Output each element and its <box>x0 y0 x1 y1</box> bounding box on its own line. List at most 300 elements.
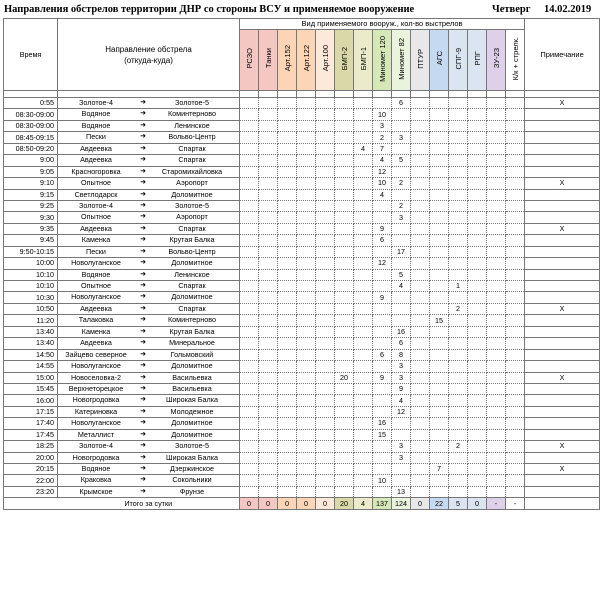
cell-shots <box>506 235 525 246</box>
cell-shots <box>278 303 297 314</box>
cell-direction <box>58 235 240 246</box>
cell-shots <box>259 223 278 234</box>
cell-shots <box>335 486 354 497</box>
cell-from: Новолуганское <box>71 418 121 428</box>
cell-shots <box>449 166 468 177</box>
col-direction <box>58 19 240 91</box>
cell-shots <box>316 418 335 429</box>
cell-shots <box>316 200 335 211</box>
col-weapon-label: Танки <box>263 48 273 69</box>
totals-value: 0 <box>240 498 259 510</box>
cell-shots <box>259 166 278 177</box>
cell-from: Водяное <box>81 464 111 473</box>
cell-shots <box>449 326 468 337</box>
cell-from: Новолуганское <box>71 292 121 302</box>
cell-shots <box>354 315 373 326</box>
cell-shots <box>259 200 278 211</box>
cell-shots: 4 <box>373 155 392 166</box>
cell-to: Гольмовский <box>170 349 214 359</box>
cell-shots <box>487 200 506 211</box>
cell-shots <box>297 315 316 326</box>
arrow-right-icon: ➜ <box>140 190 146 198</box>
cell-direction <box>58 212 240 223</box>
cell-direction <box>58 258 240 269</box>
cell-shots <box>449 361 468 372</box>
cell-shots <box>278 326 297 337</box>
cell-shots: 2 <box>392 178 411 189</box>
cell-shots <box>392 475 411 486</box>
arrow-right-icon: ➜ <box>140 213 146 221</box>
table-row <box>4 132 600 143</box>
report-header <box>4 2 598 17</box>
cell-shots <box>430 246 449 257</box>
cell-shots <box>506 326 525 337</box>
cell-shots <box>297 200 316 211</box>
cell-shots: 6 <box>373 349 392 360</box>
cell-shots <box>335 258 354 269</box>
cell-shots <box>411 361 430 372</box>
cell-shots <box>335 452 354 463</box>
cell-note <box>525 349 600 360</box>
cell-shots: 4 <box>392 281 411 292</box>
cell-shots <box>297 303 316 314</box>
cell-from: Водяное <box>81 109 111 119</box>
cell-shots <box>506 349 525 360</box>
cell-shots: 2 <box>392 200 411 211</box>
cell-shots <box>335 406 354 417</box>
cell-time: 20:00 <box>4 452 58 463</box>
cell-shots <box>487 395 506 406</box>
cell-shots <box>259 315 278 326</box>
cell-note <box>525 452 600 463</box>
cell-shots <box>354 441 373 452</box>
cell-shots <box>278 235 297 246</box>
cell-shots <box>392 166 411 177</box>
arrow-right-icon: ➜ <box>140 476 146 484</box>
cell-shots <box>278 189 297 200</box>
cell-shots: 13 <box>392 486 411 497</box>
cell-shots <box>430 212 449 223</box>
cell-shots <box>430 258 449 269</box>
cell-shots <box>259 361 278 372</box>
cell-shots <box>468 269 487 280</box>
cell-shots <box>354 132 373 143</box>
cell-shots: 16 <box>392 326 411 337</box>
table-row <box>4 429 600 440</box>
cell-shots <box>316 223 335 234</box>
cell-shots <box>487 223 506 234</box>
cell-to: Ленинское <box>174 269 210 279</box>
table-row <box>4 361 600 372</box>
cell-shots: 3 <box>392 452 411 463</box>
cell-shots <box>316 315 335 326</box>
cell-from: Авдеевка <box>80 338 112 348</box>
cell-shots <box>240 418 259 429</box>
cell-shots <box>316 326 335 337</box>
cell-time: 9:05 <box>4 166 58 177</box>
col-weapon <box>430 30 449 91</box>
cell-shots <box>487 406 506 417</box>
cell-shots <box>240 315 259 326</box>
cell-shots <box>373 326 392 337</box>
cell-shots <box>373 441 392 452</box>
cell-shots <box>259 475 278 486</box>
spacer-cell <box>58 91 240 98</box>
cell-shots <box>373 212 392 223</box>
col-weapon-label: К/к + стрелк. <box>510 36 520 81</box>
cell-shots <box>278 338 297 349</box>
arrow-right-icon: ➜ <box>140 419 146 427</box>
arrow-right-icon: ➜ <box>140 156 146 164</box>
cell-shots <box>297 235 316 246</box>
cell-shots <box>430 349 449 360</box>
cell-shots <box>259 338 278 349</box>
cell-direction <box>58 475 240 486</box>
cell-to: Доломитное <box>171 361 213 371</box>
spacer-cell <box>525 91 600 98</box>
cell-direction <box>58 441 240 452</box>
cell-shots <box>354 349 373 360</box>
spacer-cell <box>506 91 525 98</box>
cell-time: 0:55 <box>4 98 58 109</box>
cell-shots <box>506 486 525 497</box>
cell-shots <box>354 98 373 109</box>
spacer-cell <box>297 91 316 98</box>
cell-from: Каменка <box>81 235 111 245</box>
col-weapon-label: Арт.100 <box>320 45 330 72</box>
cell-shots <box>354 464 373 475</box>
cell-time: 10:10 <box>4 281 58 292</box>
table-row <box>4 246 600 257</box>
cell-shots <box>468 235 487 246</box>
cell-time: 13:40 <box>4 326 58 337</box>
cell-time: 9:50-10:15 <box>4 246 58 257</box>
cell-shots <box>506 315 525 326</box>
cell-direction <box>58 246 240 257</box>
cell-shots: 3 <box>392 372 411 383</box>
cell-shots <box>335 166 354 177</box>
cell-shots <box>278 155 297 166</box>
col-weapon-label: Арт.152 <box>282 45 292 72</box>
arrow-right-icon: ➜ <box>140 430 146 438</box>
cell-shots <box>316 452 335 463</box>
cell-shots <box>335 349 354 360</box>
cell-shots <box>506 132 525 143</box>
cell-shots: 6 <box>392 98 411 109</box>
totals-value: 0 <box>278 498 297 510</box>
table-row <box>4 212 600 223</box>
cell-note <box>525 212 600 223</box>
cell-shots <box>278 475 297 486</box>
table-row <box>4 235 600 246</box>
col-weapon-label: БМП-1 <box>358 46 368 71</box>
cell-shots <box>506 223 525 234</box>
cell-shots <box>468 361 487 372</box>
cell-shots <box>392 429 411 440</box>
cell-shots <box>335 212 354 223</box>
cell-shots <box>487 120 506 131</box>
header-row-1 <box>4 19 600 30</box>
cell-to: Дзержинское <box>170 464 214 473</box>
cell-shots <box>240 200 259 211</box>
cell-shots <box>506 166 525 177</box>
cell-shots <box>259 383 278 394</box>
cell-shots <box>506 429 525 440</box>
table-row <box>4 109 600 120</box>
cell-shots <box>430 143 449 154</box>
cell-shots: 20 <box>335 372 354 383</box>
cell-shots <box>449 246 468 257</box>
cell-note <box>525 429 600 440</box>
cell-shots <box>449 269 468 280</box>
cell-shots <box>335 143 354 154</box>
cell-shots <box>468 223 487 234</box>
table-row <box>4 349 600 360</box>
cell-note <box>525 109 600 120</box>
cell-from: Новогродовка <box>72 452 120 462</box>
cell-shots: 3 <box>373 120 392 131</box>
cell-shots <box>449 235 468 246</box>
cell-to: Доломитное <box>171 429 213 439</box>
cell-shots: 9 <box>373 372 392 383</box>
cell-shots <box>392 315 411 326</box>
cell-note: X <box>525 441 600 452</box>
cell-shots <box>335 98 354 109</box>
cell-shots <box>335 303 354 314</box>
cell-shots <box>449 120 468 131</box>
cell-shots <box>297 281 316 292</box>
cell-shots <box>373 338 392 349</box>
cell-shots <box>278 395 297 406</box>
cell-from: Светлодарск <box>74 189 118 199</box>
cell-shots <box>487 292 506 303</box>
cell-shots <box>240 383 259 394</box>
cell-shots <box>335 189 354 200</box>
cell-shots <box>259 246 278 257</box>
table-row <box>4 475 600 486</box>
cell-shots <box>468 303 487 314</box>
cell-direction <box>58 132 240 143</box>
cell-from: Красногоровка <box>71 166 121 176</box>
cell-shots <box>487 143 506 154</box>
cell-shots <box>240 452 259 463</box>
cell-direction <box>58 269 240 280</box>
cell-shots: 6 <box>373 235 392 246</box>
cell-to: Аэропорт <box>176 212 208 222</box>
table-row <box>4 155 600 166</box>
cell-shots <box>506 200 525 211</box>
col-weapon-label: СПГ-9 <box>453 47 463 70</box>
cell-to: Коминтерново <box>167 109 217 119</box>
cell-shots <box>373 452 392 463</box>
cell-shots <box>335 429 354 440</box>
cell-direction <box>58 372 240 383</box>
cell-from: Новолуганское <box>71 258 121 268</box>
cell-shots <box>354 166 373 177</box>
cell-shots: 10 <box>373 475 392 486</box>
cell-shots <box>316 292 335 303</box>
col-direction-label: Направление обстрела (откуда-куда) <box>105 44 192 65</box>
cell-shots <box>487 464 506 475</box>
table-row <box>4 281 600 292</box>
cell-shots <box>487 109 506 120</box>
cell-shots: 9 <box>373 292 392 303</box>
cell-shots: 3 <box>392 132 411 143</box>
arrow-right-icon: ➜ <box>140 110 146 118</box>
cell-direction <box>58 486 240 497</box>
cell-shots <box>278 269 297 280</box>
arrow-right-icon: ➜ <box>140 304 146 312</box>
cell-shots <box>335 361 354 372</box>
arrow-right-icon: ➜ <box>140 167 146 175</box>
cell-shots: 1 <box>449 281 468 292</box>
cell-to: Спартак <box>178 223 206 233</box>
col-weapon-label: ПТУР <box>415 48 425 69</box>
totals-value: 5 <box>449 498 468 510</box>
cell-shots <box>430 418 449 429</box>
cell-time: 16:00 <box>4 395 58 406</box>
cell-to: Широкая Балка <box>166 395 218 405</box>
cell-shots <box>373 464 392 475</box>
cell-shots <box>411 372 430 383</box>
col-weapon-label: Миномет 120 <box>377 35 387 82</box>
cell-shots <box>487 349 506 360</box>
cell-shots <box>316 258 335 269</box>
table-row <box>4 200 600 211</box>
cell-shots <box>335 120 354 131</box>
cell-shots <box>354 120 373 131</box>
cell-shots <box>392 258 411 269</box>
cell-shots <box>354 361 373 372</box>
spacer-cell <box>4 91 58 98</box>
table-row <box>4 441 600 452</box>
cell-to: Старомихайловка <box>161 166 223 176</box>
cell-to: Васильевка <box>172 372 212 382</box>
cell-shots <box>411 441 430 452</box>
cell-shots <box>297 452 316 463</box>
cell-shots <box>278 200 297 211</box>
cell-shots <box>449 452 468 463</box>
cell-time: 11:20 <box>4 315 58 326</box>
arrow-right-icon: ➜ <box>140 327 146 335</box>
cell-shots <box>411 235 430 246</box>
cell-shots <box>411 166 430 177</box>
cell-shots <box>430 178 449 189</box>
cell-shots <box>468 200 487 211</box>
cell-note <box>525 326 600 337</box>
cell-shots <box>316 281 335 292</box>
cell-shots <box>430 281 449 292</box>
spacer-cell <box>259 91 278 98</box>
cell-shots <box>487 326 506 337</box>
cell-shots <box>506 338 525 349</box>
cell-shots <box>278 120 297 131</box>
cell-from: Крымское <box>79 486 113 496</box>
cell-shots <box>449 315 468 326</box>
cell-time: 10:00 <box>4 258 58 269</box>
table-row <box>4 143 600 154</box>
cell-shots <box>411 292 430 303</box>
cell-shots <box>297 383 316 394</box>
cell-to: Вольво-Центр <box>168 246 216 256</box>
cell-to: Спартак <box>178 143 206 153</box>
cell-shots <box>411 269 430 280</box>
cell-direction <box>58 109 240 120</box>
col-weapon <box>354 30 373 91</box>
cell-to: Спартак <box>178 281 206 290</box>
cell-direction <box>58 326 240 337</box>
cell-shots <box>316 120 335 131</box>
cell-direction <box>58 452 240 463</box>
cell-note <box>525 269 600 280</box>
totals-value: 0 <box>468 498 487 510</box>
col-weapon <box>392 30 411 91</box>
cell-from: Золотое-4 <box>79 98 113 107</box>
cell-shots <box>468 212 487 223</box>
cell-shots <box>335 235 354 246</box>
cell-direction <box>58 338 240 349</box>
cell-shots <box>354 155 373 166</box>
cell-shots <box>335 246 354 257</box>
cell-shots <box>240 429 259 440</box>
cell-time: 10:10 <box>4 269 58 280</box>
cell-shots <box>354 429 373 440</box>
cell-shots <box>240 269 259 280</box>
totals-value: 137 <box>373 498 392 510</box>
spacer-cell <box>373 91 392 98</box>
cell-shots <box>449 486 468 497</box>
cell-note <box>525 361 600 372</box>
cell-shots <box>411 155 430 166</box>
cell-shots <box>468 349 487 360</box>
cell-shots <box>506 258 525 269</box>
cell-shots <box>411 486 430 497</box>
cell-shots <box>411 349 430 360</box>
totals-spacer <box>4 498 58 510</box>
cell-from: Верхнеторецкое <box>68 383 124 393</box>
report-title: Направления обстрелов территории ДНР со стороны ВСУ и применяемое вооружение <box>4 4 415 15</box>
cell-shots <box>468 383 487 394</box>
cell-shots <box>297 292 316 303</box>
cell-shots <box>468 315 487 326</box>
cell-note <box>525 143 600 154</box>
cell-note <box>525 200 600 211</box>
cell-note <box>525 475 600 486</box>
cell-shots <box>335 395 354 406</box>
cell-shots <box>335 418 354 429</box>
cell-to: Коминтерново <box>167 315 217 325</box>
cell-direction <box>58 281 240 292</box>
cell-shots <box>278 361 297 372</box>
cell-note <box>525 315 600 326</box>
cell-shots <box>316 189 335 200</box>
spacer-cell <box>335 91 354 98</box>
cell-shots <box>430 372 449 383</box>
cell-shots <box>240 464 259 475</box>
cell-shots <box>259 189 278 200</box>
cell-direction <box>58 303 240 314</box>
cell-shots <box>411 429 430 440</box>
cell-shots <box>297 361 316 372</box>
cell-shots <box>468 464 487 475</box>
cell-shots <box>373 246 392 257</box>
cell-shots <box>278 109 297 120</box>
cell-shots <box>316 269 335 280</box>
cell-shots <box>506 464 525 475</box>
arrow-right-icon: ➜ <box>140 270 146 278</box>
cell-from: Водяное <box>81 269 111 279</box>
cell-shots <box>316 98 335 109</box>
